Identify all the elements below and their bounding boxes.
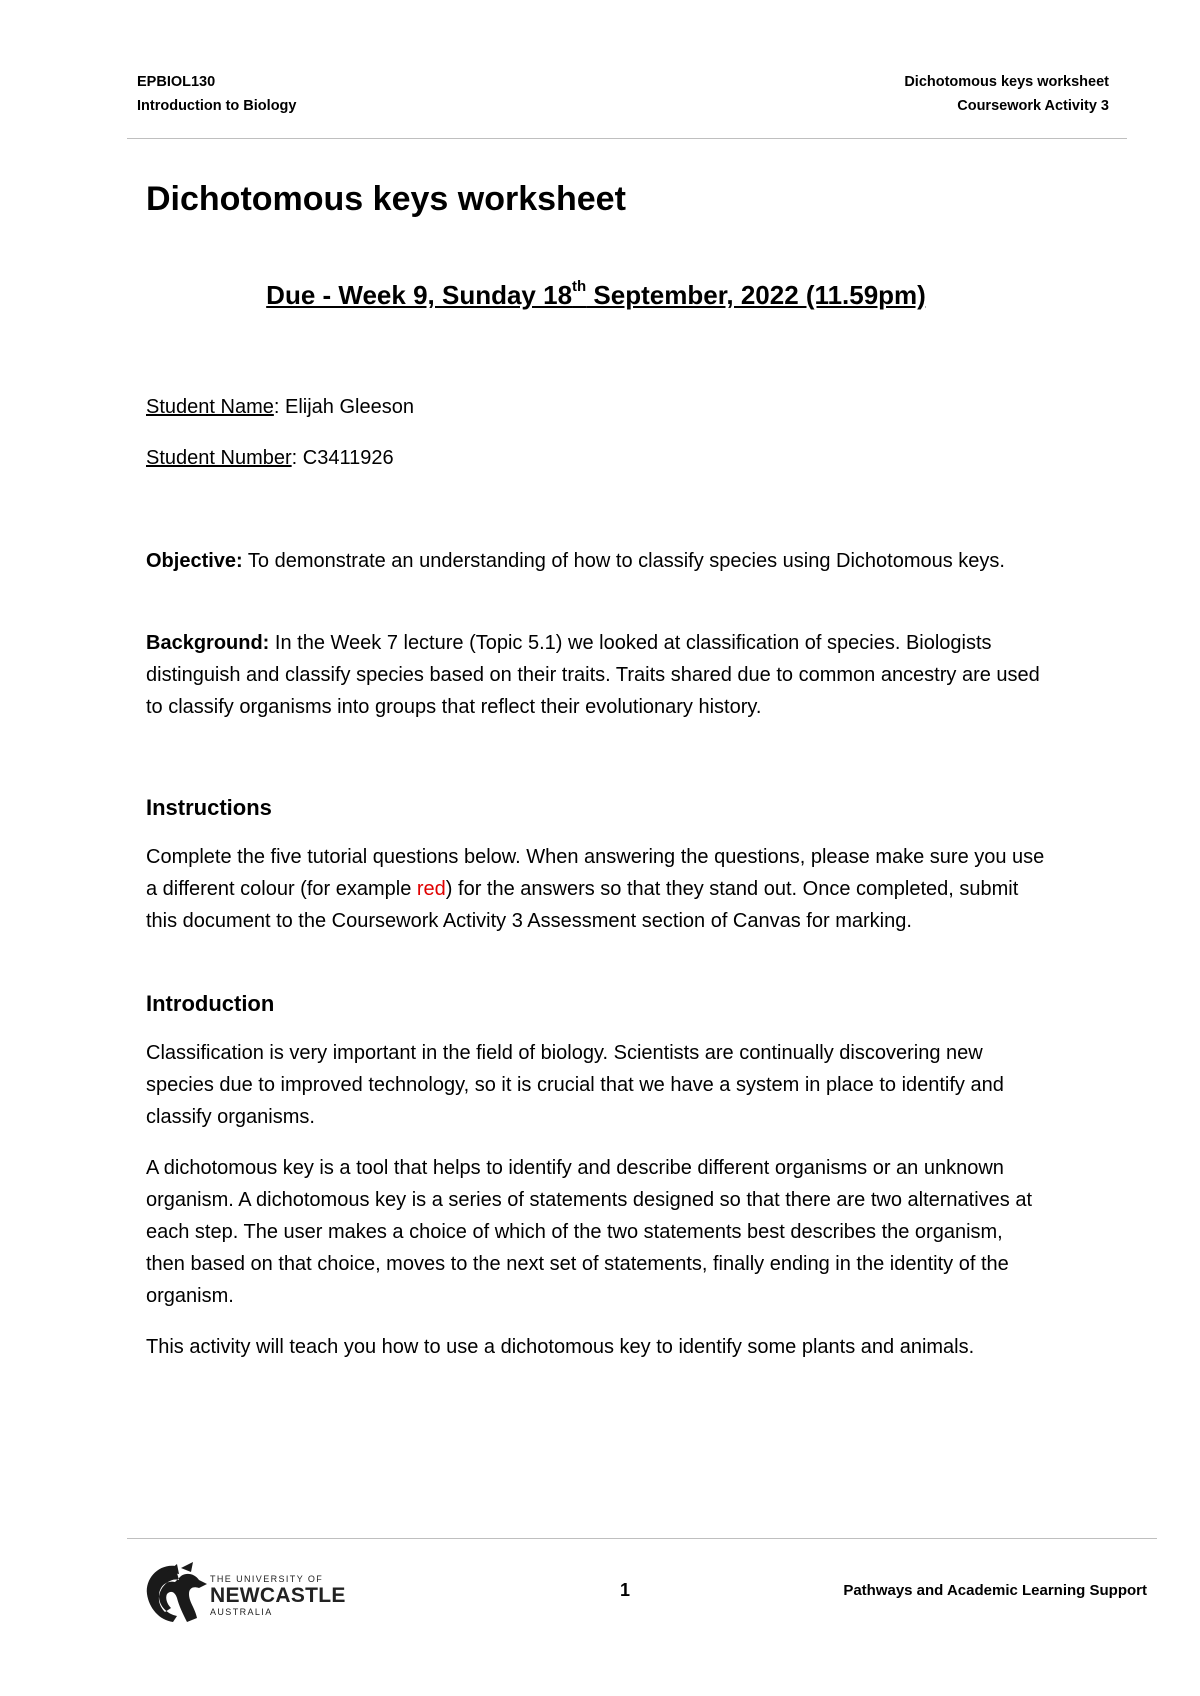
introduction-heading: Introduction bbox=[146, 991, 275, 1016]
introduction-paragraph-2: A dichotomous key is a tool that helps to identify and describe different organisms or an unknown organism. A dichotomous key is a series of statements designed so that there are two alternatives at each step. The user makes a choice of which of the two statements best describes the organism, then based on that choice, moves to the next set of statements, finally ending in the identity of the organism. bbox=[146, 1157, 1033, 1307]
header-left bbox=[137, 70, 296, 118]
student-number-value: : C3411926 bbox=[291, 447, 394, 469]
header-divider bbox=[127, 138, 1127, 139]
instructions-text-after: ) for the answers so that they stand out. Once completed, submit this document to the Coursework Activity 3 Assessment section of Canvas for marking. bbox=[146, 878, 1019, 932]
footer-divider bbox=[127, 1538, 1157, 1539]
objective-paragraph bbox=[146, 545, 1046, 577]
student-name-value: : Elijah Gleeson bbox=[273, 396, 414, 418]
course-name: Introduction to Biology bbox=[137, 98, 297, 114]
introduction-paragraph-1: Classification is very important in the field of biology. Scientists are continually discovering new species due to improved technology, so it is crucial that we have a system in place to identify and classify organisms. bbox=[146, 1042, 1004, 1128]
instructions-heading: Instructions bbox=[146, 795, 272, 820]
student-number-field bbox=[146, 447, 394, 470]
due-suffix: September, 2022 (11.59pm) bbox=[586, 280, 926, 310]
student-number-label: Student Number bbox=[146, 447, 292, 469]
due-superscript: th bbox=[572, 278, 587, 295]
header-activity: Coursework Activity 3 bbox=[957, 98, 1109, 114]
objective-label: Objective: bbox=[146, 550, 243, 572]
objective-text: To demonstrate an understanding of how to classify species using Dichotomous keys. bbox=[242, 550, 1005, 572]
instructions-paragraph bbox=[146, 841, 1046, 937]
logo-line-3: AUSTRALIA bbox=[210, 1607, 273, 1617]
page-number: 1 bbox=[620, 1580, 631, 1600]
logo-line-2: NEWCASTLE bbox=[210, 1584, 346, 1607]
student-name-label: Student Name bbox=[146, 396, 274, 418]
logo-wordmark bbox=[210, 1574, 346, 1618]
background-label: Background: bbox=[146, 632, 270, 654]
page-title: Dichotomous keys worksheet bbox=[146, 180, 626, 218]
course-code: EPBIOL130 bbox=[137, 74, 216, 90]
header-doc-title: Dichotomous keys worksheet bbox=[904, 74, 1109, 90]
due-prefix: Due - Week 9, Sunday 18 bbox=[266, 280, 573, 310]
background-paragraph bbox=[146, 627, 1046, 723]
introduction-paragraph-3: This activity will teach you how to use a dichotomous key to identify some plants and animals. bbox=[146, 1336, 975, 1358]
footer-unit: Pathways and Academic Learning Support bbox=[843, 1582, 1147, 1599]
due-date bbox=[146, 280, 1046, 311]
header-right bbox=[904, 70, 1109, 118]
red-example-word: red bbox=[416, 878, 446, 900]
background-text: In the Week 7 lecture (Topic 5.1) we looked at classification of species. Biologists distinguish and classify species based on their traits. Traits shared due to common ancestry are used to classify organisms into groups that reflect their evolutionary history. bbox=[146, 632, 1040, 718]
student-name-field bbox=[146, 396, 414, 419]
logo-line-1: THE UNIVERSITY OF bbox=[210, 1574, 324, 1584]
instructions-text-before: Complete the five tutorial questions below. When answering the questions, please make sure you use a different colour (for example bbox=[146, 846, 1045, 900]
